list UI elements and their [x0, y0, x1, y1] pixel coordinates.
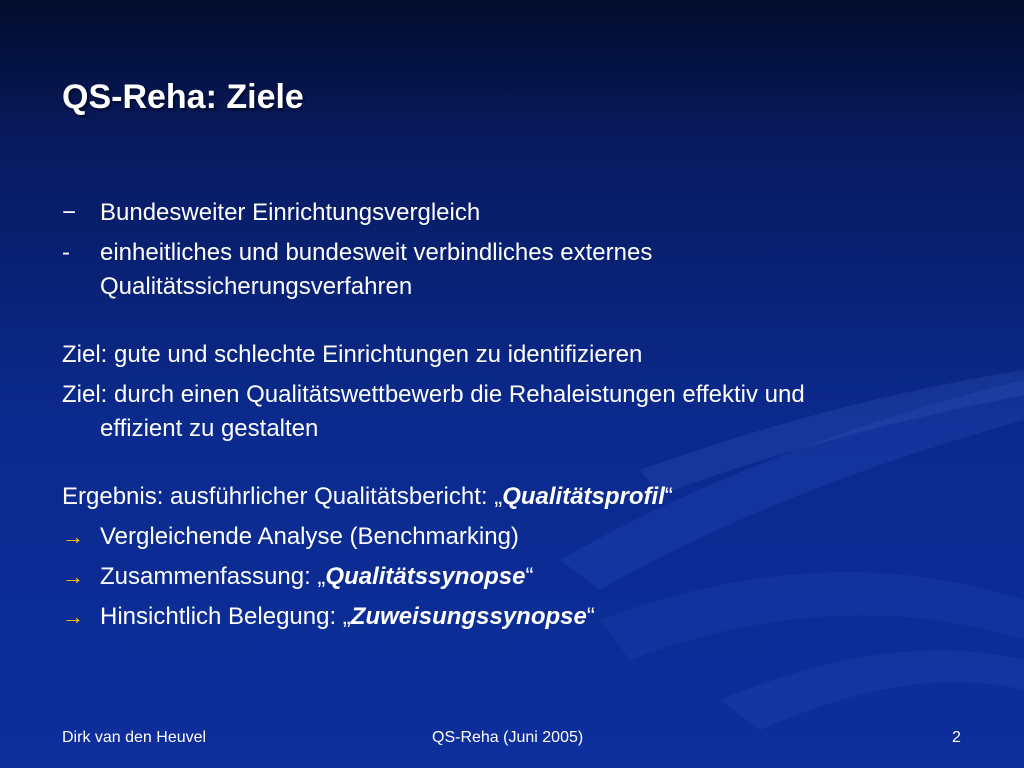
bullet-text: einheitliches und bundesweit verbindliches externes	[100, 239, 653, 266]
arrow-item-3	[62, 600, 962, 634]
footer-page-number: 2	[952, 729, 961, 746]
arrow-item-1	[62, 520, 962, 554]
goal-item-2	[62, 378, 962, 412]
arrow-item-prefix: Zusammenfassung: „	[100, 563, 326, 590]
right-arrow-icon: →	[62, 564, 84, 589]
right-arrow-icon: →	[62, 524, 84, 549]
goal-item-1	[62, 338, 962, 372]
slide-title: QS-Reha: Ziele	[62, 78, 304, 116]
arrow-item-prefix: Hinsichtlich Belegung: „	[100, 603, 351, 630]
footer-author: Dirk van den Heuvel	[62, 729, 207, 746]
result-emphasis: Qualitätsprofil	[502, 483, 665, 510]
goal-text: Ziel: gute und schlechte Einrichtungen zu identifizieren	[62, 341, 643, 368]
bullet-item-2	[62, 236, 962, 270]
arrow-item-suffix: “	[586, 603, 595, 630]
result-suffix: “	[664, 483, 673, 510]
goal-continuation: effizient zu gestalten	[100, 415, 319, 442]
arrow-item-suffix: “	[525, 563, 534, 590]
result-item	[62, 480, 962, 514]
arrow-item-emphasis: Zuweisungssynopse	[350, 603, 587, 630]
bullet-text: Bundesweiter Einrichtungsvergleich	[100, 199, 481, 226]
footer-title: QS-Reha (Juni 2005)	[432, 729, 584, 746]
dash-bullet-icon: −	[62, 199, 77, 226]
goal-text: Ziel: durch einen Qualitätswettbewerb die Rehaleistungen effektiv und	[62, 381, 805, 408]
arrow-item-emphasis: Qualitätssynopse	[325, 563, 526, 590]
dash-bullet-icon: -	[62, 239, 70, 266]
right-arrow-icon: →	[62, 604, 84, 629]
arrow-item-text: Vergleichende Analyse (Benchmarking)	[100, 523, 519, 550]
bullet-item-1	[62, 196, 962, 230]
arrow-item-2	[62, 560, 962, 594]
slide-content	[62, 196, 962, 634]
result-prefix: Ergebnis: ausführlicher Qualitätsbericht: „	[62, 483, 503, 510]
bullet-continuation: Qualitätssicherungsverfahren	[100, 273, 413, 300]
